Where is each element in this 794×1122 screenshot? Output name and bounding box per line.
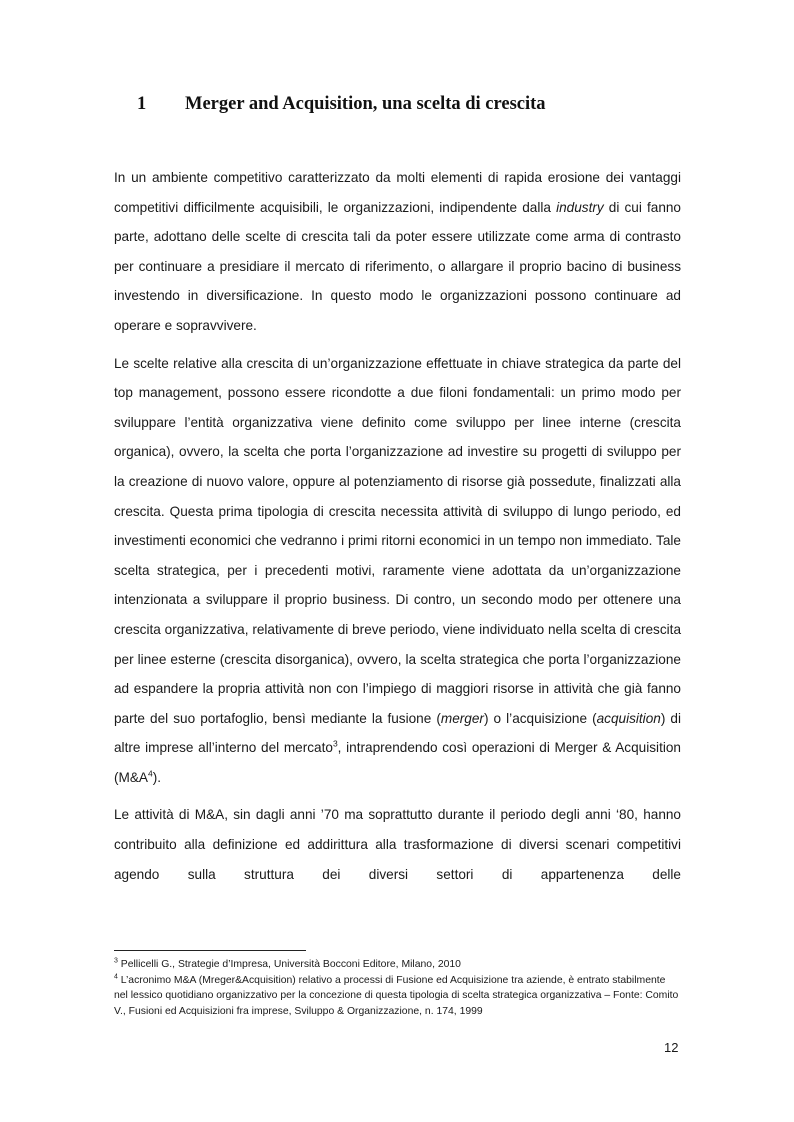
p1-emphasis-industry: industry xyxy=(556,199,604,215)
footnote-3 xyxy=(114,957,681,973)
p2-text-e: ). xyxy=(152,769,162,785)
footnote-4 xyxy=(114,973,681,1020)
footnote-3-text: Pellicelli G., Strategie d’Impresa, Università Bocconi Editore, Milano, 2010 xyxy=(117,959,461,970)
p3-text: Le attività di M&A, sin dagli anni ’70 ma soprattutto durante il periodo degli anni ‘80, hanno contribuito alla definizione ed addirittura alla trasformazione di diversi scenari competitivi agendo sulla struttura dei diversi settori di appartenenza delle xyxy=(114,807,681,882)
footnote-4-mark: 4 xyxy=(114,973,118,981)
paragraph-2 xyxy=(114,349,681,793)
paragraph-1 xyxy=(114,163,681,341)
p2-text-a: Le scelte relative alla crescita di un’organizzazione effettuate in chiave strategica da parte del top management, possono essere ricondotte a due filoni fondamentali: un primo modo per sviluppare l’entità organizzativa viene definito come sviluppo per linee interne (crescita organica), ovvero, la scelta che porta l’organizzazione ad investire su progetti di sviluppo per la creazione di nuovo valore, oppure al potenziamento di risorse già possedute, finalizzati alla crescita. Questa prima tipologia di crescita necessita attività di sviluppo di lungo periodo, ed investimenti economici che vedranno i primi ritorni economici in un tempo non immediato. Tale scelta strategica, per i precedenti motivi, raramente viene adottata da un’organizzazione intenzionata a sviluppare il proprio business. Di contro, un secondo modo per ottenere una crescita organizzativa, relativamente di breve periodo, viene individuato nella scelta di crescita per linee esterne (crescita disorganica), ovvero, la scelta strategica che porta l’organizzazione ad espandere la propria attività non con l’impiego di maggiori risorse in attività che già fanno parte del suo portafoglio, bensì mediante la fusione ( xyxy=(114,355,681,726)
footnote-ref-3[interactable]: 3 xyxy=(332,738,338,749)
footnote-4-text: L’acronimo M&A (Mreger&Acquisition) relativo a processi di Fusione ed Acquisizione tra aziende, è entrato stabilmente nel lessico quotidiano organizzativo per la concezione di questa tipologia di scelta strategica organizzativa – Fonte: Comito V., Fusioni ed Acquisizioni fra imprese, Sviluppo & Organizzazione, n. 174, 1999 xyxy=(114,974,679,1018)
footnotes xyxy=(114,957,681,1020)
paragraph-3 xyxy=(114,800,681,889)
page-number: 12 xyxy=(664,1040,679,1055)
p1-text-a: In un ambiente competitivo caratterizzato da molti elementi di rapida erosione dei vantaggi competitivi difficilmente acquisibili, le organizzazioni, indipendente dalla xyxy=(114,170,681,215)
body-text xyxy=(114,163,681,897)
p2-text-c: ) di altre imprese all’interno del mercato xyxy=(114,710,681,756)
footnote-ref-4[interactable]: 4 xyxy=(147,768,153,779)
p2-text-d: , intraprendendo così operazioni di Merger & Acquisition (M&A xyxy=(114,740,681,785)
p2-emphasis-merger: merger xyxy=(440,710,484,726)
p2-text-b: ) o l’acquisizione ( xyxy=(483,710,597,726)
footnote-3-mark: 3 xyxy=(114,957,118,965)
section-number: 1 xyxy=(137,94,147,114)
footnote-separator xyxy=(114,950,306,951)
section-title: Merger and Acquisition, una scelta di crescita xyxy=(185,94,546,114)
p2-emphasis-acquisition: acquisition xyxy=(596,710,661,726)
p1-text-b: di cui fanno parte, adottano delle scelte di crescita tali da poter essere utilizzate come arma di contrasto per continuare a presidiare il mercato di riferimento, o allargare il proprio bacino di business investendo in diversificazione. In questo modo le organizzazioni possono continuare ad operare e sopravvivere. xyxy=(114,199,681,333)
